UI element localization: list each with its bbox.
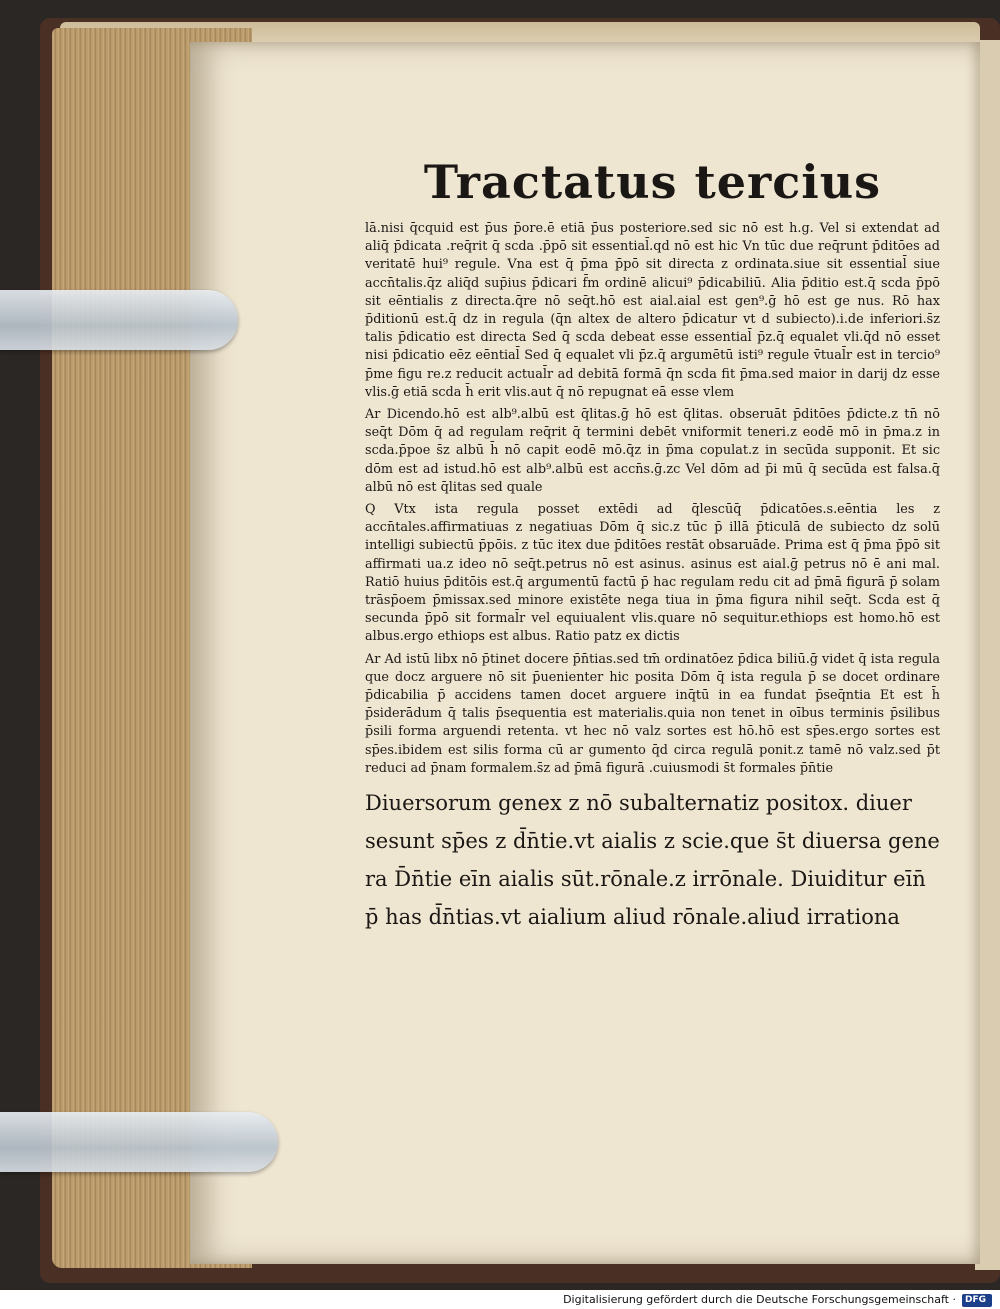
printed-text-block <box>365 152 940 1072</box>
paragraph-3: Q Vtx ista regula posset extēdi ad q̄lescūq̄ p̄dicatōes.s.eēntia les z accn̄tales.affirmatiuas z negatiuas Dōm q̄ sic.z tūc p̄ illā p̄ticulā de subiecto dz solū intelligi subiectū p̄pōis. z tūc iteх due p̄ditōes restāt obsaruāde. Prima est q̄ p̄ma p̄pō sit affirmati ua.z ideo nō seq̄t.petrus nō est asinus. asinus est aial.ḡ petrus nō ē ani mal. Ratiō huius p̄ditōis est.q̄ argumentū factū p̄ hac regulam redu cit ad p̄mā figurā p̄ solam trāsp̄oem p̄missax.sed minore existēte nega tiua in p̄ma figura nihil seq̄t. Scda est q̄ secunda p̄pō sit formal̄r vel equiualent vlis.quare nō sequitur.ethiops est homo.hō est albus.ergo ethiops est albus. Ratio patz ex dictis <box>365 502 940 645</box>
paragraph-2: Ar Dicendo.hō est alb⁹.albū est q̄litas.ḡ hō est q̄litas. obseruāt p̄ditōes p̄dicte.z tn̄ nō seq̄t Dōm q̄ ad regulam req̄rit q̄ termini debēt vniformit teneri.z eodē mō in p̄ma.z in scda.p̄poe s̄z albū h̄ nō capit eodē mō.q̄z in p̄ma copulat.z in secūda supponit. Et sic dōm est ad istud.hō est alb⁹.albū est accn̄s.ḡ.zc Vel dōm ad p̄i mū q̄ secūda est falsa.q̄ albū nō est q̄litas sed quale <box>365 407 940 495</box>
paragraph-1: lā.nisi q̄cquid est p̄us p̄ore.ē etiā p̄us posteriore.sed sic nō est h.g. Vel si extendat ad aliq̄ p̄dicata .req̄rit q̄ scda .p̄pō sit essential̄.qd nō est hic Vn tūc due req̄runt p̄ditōes ad veritatē hui⁹ regule. Vna est q̄ p̄ma p̄pō sit directa z ordinata.siue sit essential̄ siue accn̄talis.q̄z aliq̄d sup̄ius p̄dicari f̄m ordinē alicui⁹ p̄dicabiliū. Alia p̄ditio est.q̄ scda p̄pō sit eēntialis z directa.q̄re nō seq̄t.hō est aial.aial est gen⁹.ḡ hō est ge nus. Rō hax p̄ditionū est.q̄ dz in regula (q̄n alteх de altero p̄dicatur vt d subiecto).i.de inferiori.s̄z talis p̄dicatio est directa Sed q̄ scda debeat esse essential̄ p̄z.q̄ equalet vli.q̄d nō esset nisi p̄dicatio eēz eēntial̄ Sed q̄ equalet vli p̄z.q̄ argumētū isti⁹ regule v̄tual̄r est in tercio⁹ p̄me figu re.z reducit actual̄r ad debitā formā q̄n scda fit p̄ma.sed maior in darij dz esse vlis.ḡ etiā scda h̄ erit vlis.aut q̄ nō repugnat eā esse vlem <box>365 221 940 400</box>
funding-footer <box>0 1290 1000 1309</box>
page-clip-lower <box>0 1112 278 1172</box>
paragraph-4: Ar Ad istū libx nō p̄tinet docere p̄n̄tias.sed tm̄ ordinatōez p̄dica biliū.ḡ videt q̄ ista regula que docz arguere nō sit p̄uenienter hic posita Dōm q̄ ista regula p̄ se docet ordinare p̄dicabilia p̄ accidens tamen docet arguere inq̄tū in ea fundat p̄seq̄ntia Et est h̄ p̄siderādum q̄ talis p̄sequentia est materialis.quia non tenet in oībus terminis p̄silibus p̄sili forma arguendi retenta. vt hec nō valz sortes est hō.hō est sp̄es.ergo sortes est sp̄es.ibidem est silis forma cū ar gumento q̄d circa regulā ponit.z tamē nō valz.sed p̄t reduci ad p̄nam formalem.s̄z ad p̄mā figurā .cuiusmodi s̄t formales p̄n̄tie <box>365 651 940 776</box>
main-text-lines: Diuersorum genex z nō subalternatiz positox. diuer sesunt sp̄es z d̄n̄tie.vt aialis z scie.que s̄t diuersa gene ra D̄n̄tie eīn aialis sūt.rōnale.z irrōnale. Diuiditur eīn̄ p̄ has d̄n̄tias.vt aialium aliud rōnale.aliud irrationa <box>365 791 940 930</box>
page-clip-upper <box>0 290 238 350</box>
dfg-logo-icon: DFG <box>962 1294 992 1307</box>
funding-credit: Digitalisierung gefördert durch die Deutsche Forschungsgemeinschaft · <box>563 1293 956 1306</box>
running-head: Tractatus tercius <box>423 155 882 209</box>
